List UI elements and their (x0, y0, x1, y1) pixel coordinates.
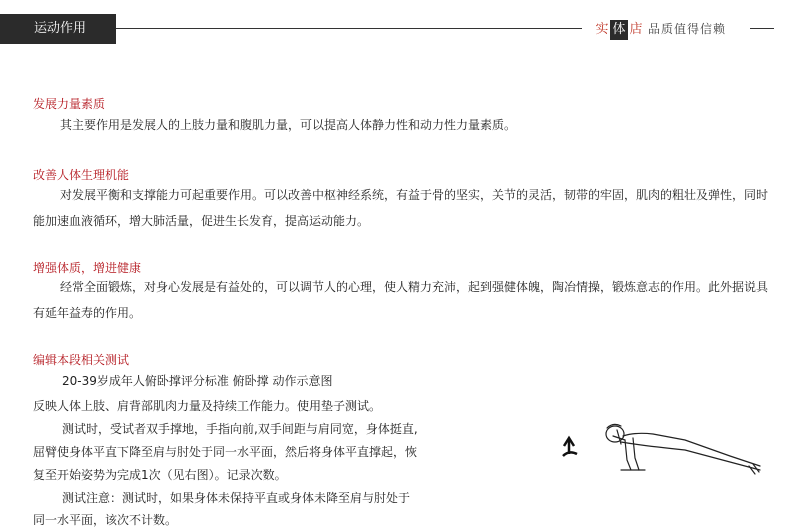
paragraph-text: 经常全面锻炼，对身心发展是有益处的，可以调节人的心理，使人精力充沛，起到强健体魄，陶冶情操，锻炼意志的作用。此外据说具有延年益寿的作用。 (33, 280, 769, 320)
section-header (0, 14, 790, 44)
test-line: 反映人体上肢、肩背部肌肉力量及持续工作能力。使用垫子测试。 (33, 399, 382, 413)
section-paragraph (33, 274, 775, 326)
header-tab: 运动作用 (0, 14, 116, 44)
test-line: 复至开始姿势为完成1次（见右图）。记录次数。 (33, 468, 287, 482)
pushup-illustration (555, 406, 765, 486)
section-paragraph (33, 182, 775, 234)
brand-char-2: 体 (610, 20, 628, 40)
section-title: 改善人体生理机能 (33, 168, 130, 182)
section-title: 增强体质，增进健康 (33, 261, 142, 275)
test-line: 同一水平面，该次不计数。 (33, 513, 178, 527)
up-arrow-icon (563, 438, 577, 456)
header-divider-right (750, 28, 774, 29)
brand-char-1: 实 (595, 22, 609, 37)
paragraph-text: 对发展平衡和支撑能力可起重要作用。可以改善中枢神经系统，有益于骨的坚实，关节的灵活，韧带的牢固，肌肉的粗壮及弹性，同时能加速血液循环，增大肺活量，促进生长发育，提高运动能力。 (33, 188, 769, 228)
brand-char-3: 店 (629, 22, 643, 37)
slogan-text: 品质值得信赖 (648, 22, 727, 36)
test-line: 测试注意：测试时，如果身体未保持平直或身体未降至肩与肘处于 (62, 491, 411, 505)
pushup-figure (606, 424, 760, 474)
section-paragraph (33, 112, 775, 138)
section-title: 发展力量素质 (33, 97, 106, 111)
header-divider (116, 28, 582, 29)
section-title: 编辑本段相关测试 (33, 353, 130, 367)
test-line: 20-39岁成年人俯卧撑评分标准 俯卧撑 动作示意图 (62, 374, 333, 388)
paragraph-text: 其主要作用是发展人的上肢力量和腹肌力量，可以提高人体静力性和动力性力量素质。 (60, 118, 517, 132)
brand-slogan (594, 19, 726, 39)
test-line: 测试时，受试者双手撑地，手指向前,双手间距与肩同宽，身体挺直, (62, 422, 418, 436)
test-line: 屈臂使身体平直下降至肩与肘处于同一水平面，然后将身体平直撑起，恢 (33, 445, 418, 459)
